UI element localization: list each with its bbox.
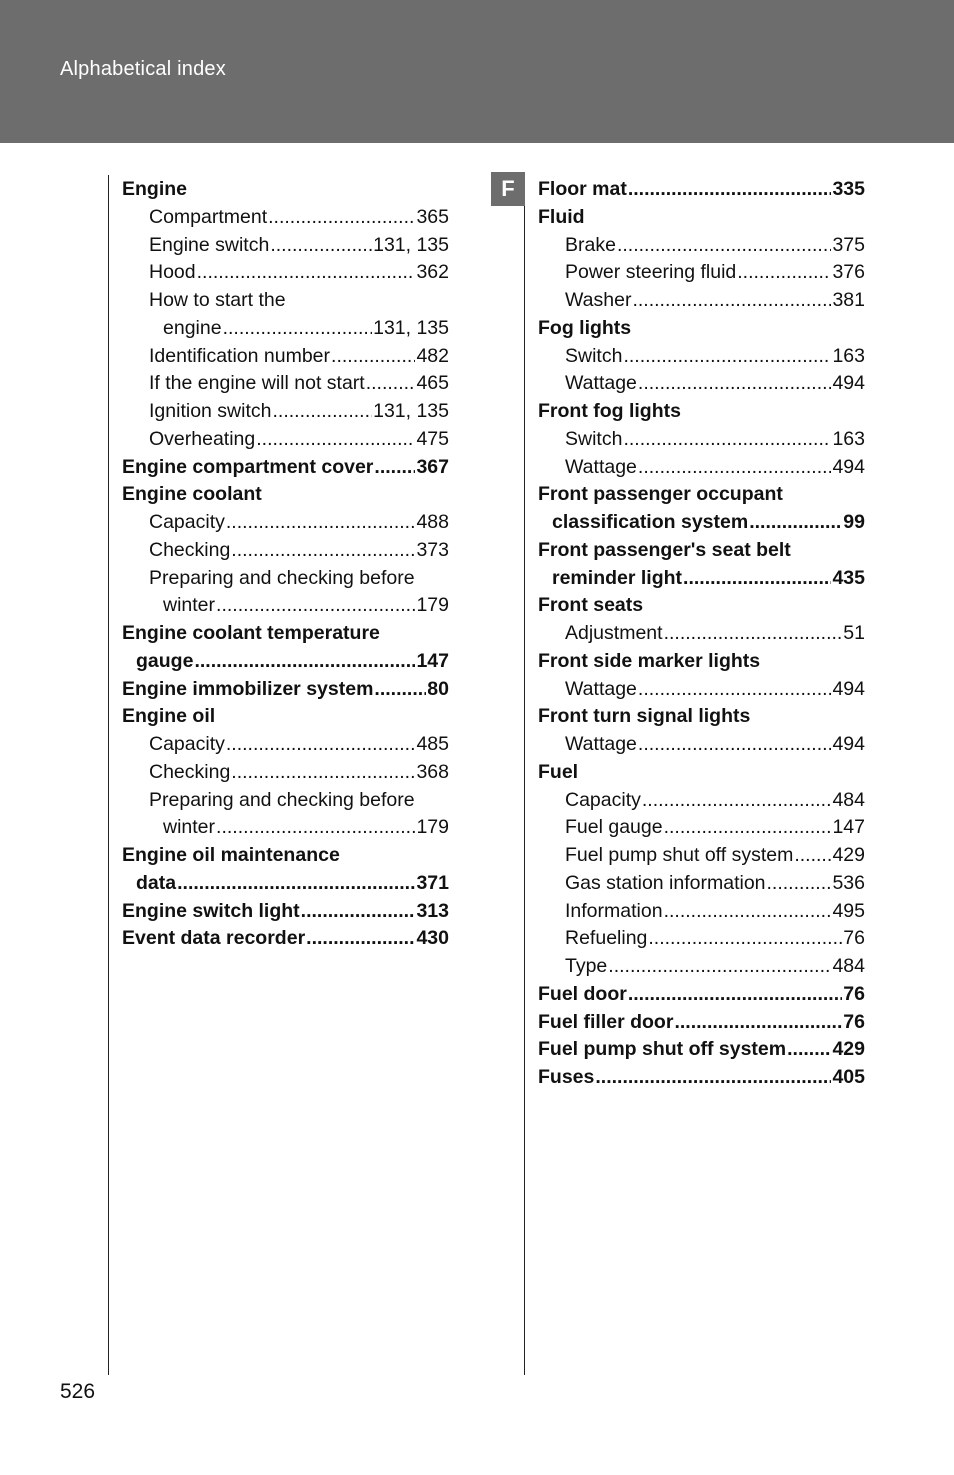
index-entry — [122, 259, 449, 287]
entry-label: Fuel pump shut off system — [565, 844, 794, 866]
index-entry — [538, 620, 865, 648]
dot-leader — [737, 259, 831, 287]
entry-label: Engine compartment cover — [122, 455, 374, 478]
entry-label: Fog lights — [538, 316, 632, 339]
dot-leader — [301, 898, 416, 926]
entry-label: Refueling — [565, 927, 648, 950]
index-entry — [122, 481, 449, 509]
dot-leader — [256, 426, 415, 454]
dot-leader — [374, 454, 415, 482]
dot-leader — [608, 953, 831, 981]
entry-page-ref: 405 — [832, 1066, 865, 1088]
dot-leader — [231, 537, 415, 565]
dot-leader — [194, 648, 415, 676]
entry-page-ref: 430 — [416, 927, 449, 950]
header-title: Alphabetical index — [60, 58, 226, 80]
entry-page-ref: 131, 135 — [373, 233, 449, 256]
index-entry — [122, 787, 449, 815]
entry-label: Engine oil maintenance — [122, 844, 340, 866]
entry-page-ref: 375 — [832, 233, 865, 256]
index-entry — [538, 1009, 865, 1037]
entry-label: engine — [163, 316, 222, 339]
entry-page-ref: 376 — [832, 261, 865, 284]
dot-leader — [749, 509, 842, 537]
page-header — [0, 0, 954, 143]
index-entry — [538, 925, 865, 953]
dot-leader — [617, 232, 832, 260]
index-entry — [122, 842, 449, 870]
entry-page-ref: 147 — [416, 649, 449, 672]
index-entry — [122, 370, 449, 398]
dot-leader — [331, 343, 415, 371]
left-column-rule — [108, 175, 109, 1375]
entry-page-ref: 76 — [843, 1010, 865, 1033]
index-entry — [122, 204, 449, 232]
entry-page-ref: 494 — [832, 677, 865, 700]
dot-leader — [306, 925, 415, 953]
index-entry — [122, 620, 449, 648]
entry-label: gauge — [136, 649, 194, 672]
index-entry — [538, 898, 865, 926]
index-entry — [538, 870, 865, 898]
entry-page-ref: 495 — [832, 899, 865, 922]
entry-label: Front fog lights — [538, 400, 681, 422]
dot-leader — [177, 870, 415, 898]
entry-page-ref: 429 — [832, 844, 865, 866]
dot-leader — [674, 1009, 842, 1037]
entry-page-ref: 373 — [416, 538, 449, 561]
dot-leader — [787, 1036, 831, 1064]
index-entry — [538, 1036, 865, 1064]
index-entry — [538, 370, 865, 398]
entry-label: Wattage — [565, 677, 637, 700]
entry-label: Engine coolant temperature — [122, 622, 380, 644]
entry-label: Engine switch light — [122, 899, 300, 922]
entry-label: Wattage — [565, 733, 637, 755]
entry-label: Fuel — [538, 760, 579, 783]
entry-page-ref: 147 — [832, 816, 865, 839]
entry-page-ref: 131, 135 — [373, 316, 449, 339]
section-letter-tab: F — [491, 172, 525, 206]
entry-label: Compartment — [149, 205, 268, 228]
index-entry — [538, 315, 865, 343]
middle-column-rule — [524, 175, 525, 1375]
index-entry — [122, 731, 449, 759]
entry-label: Engine immobilizer system — [122, 677, 374, 700]
entry-page-ref: 80 — [427, 677, 449, 700]
index-entry — [538, 232, 865, 260]
entry-label: If the engine will not start — [149, 372, 365, 395]
dot-leader — [794, 842, 831, 870]
dot-leader — [226, 509, 416, 537]
index-entry — [538, 703, 865, 731]
entry-label: reminder light — [552, 566, 683, 589]
entry-page-ref: 163 — [832, 344, 865, 367]
dot-leader — [664, 620, 843, 648]
index-entry — [122, 592, 449, 620]
entry-page-ref: 163 — [832, 427, 865, 450]
index-entry — [538, 509, 865, 537]
dot-leader — [683, 565, 831, 593]
entry-page-ref: 51 — [843, 622, 865, 644]
index-entry — [538, 454, 865, 482]
dot-leader — [270, 232, 372, 260]
entry-label: Front seats — [538, 594, 644, 617]
entry-page-ref: 76 — [843, 982, 865, 1005]
entry-label: Washer — [565, 289, 632, 311]
index-entry — [538, 981, 865, 1009]
dot-leader — [374, 676, 426, 704]
index-entry — [538, 176, 865, 204]
entry-label: Engine — [122, 178, 188, 200]
entry-label: Front side marker lights — [538, 649, 761, 672]
dot-leader — [223, 315, 373, 343]
entry-label: Gas station information — [565, 871, 766, 894]
entry-page-ref: 99 — [843, 511, 865, 533]
dot-leader — [664, 814, 832, 842]
index-column-left — [122, 176, 449, 953]
dot-leader — [623, 343, 831, 371]
index-entry — [538, 481, 865, 509]
index-entry — [122, 648, 449, 676]
entry-label: Fuses — [538, 1066, 595, 1088]
entry-page-ref: 482 — [416, 344, 449, 367]
entry-page-ref: 368 — [416, 760, 449, 783]
dot-leader — [623, 426, 831, 454]
entry-label: Preparing and checking before — [149, 566, 415, 589]
entry-page-ref: 131, 135 — [373, 400, 449, 422]
entry-page-ref: 429 — [832, 1038, 865, 1061]
index-entry — [538, 676, 865, 704]
index-entry — [538, 731, 865, 759]
entry-page-ref: 465 — [416, 372, 449, 395]
entry-label: Wattage — [565, 372, 637, 395]
index-entry — [538, 204, 865, 232]
entry-label: Front turn signal lights — [538, 705, 751, 728]
entry-label: Event data recorder — [122, 927, 306, 950]
dot-leader — [638, 454, 832, 482]
entry-page-ref: 475 — [416, 427, 449, 450]
entry-label: winter — [163, 816, 216, 839]
dot-leader — [366, 370, 416, 398]
index-entry — [538, 343, 865, 371]
index-entry — [538, 287, 865, 315]
index-entry — [122, 925, 449, 953]
entry-label: winter — [163, 594, 216, 617]
entry-page-ref: 362 — [416, 261, 449, 284]
entry-page-ref: 335 — [832, 178, 865, 200]
index-entry — [538, 953, 865, 981]
index-entry — [538, 814, 865, 842]
entry-page-ref: 179 — [416, 594, 449, 617]
entry-label: Fuel filler door — [538, 1010, 674, 1033]
entry-label: Switch — [565, 427, 623, 450]
index-entry — [122, 315, 449, 343]
entry-label: Overheating — [149, 427, 256, 450]
index-entry — [122, 232, 449, 260]
dot-leader — [767, 870, 832, 898]
entry-label: Capacity — [565, 788, 641, 811]
dot-leader — [638, 370, 832, 398]
dot-leader — [638, 731, 832, 759]
entry-label: Front passenger's seat belt — [538, 538, 791, 561]
entry-page-ref: 371 — [416, 871, 449, 894]
entry-label: data — [136, 871, 177, 894]
entry-label: Checking — [149, 538, 231, 561]
entry-label: Brake — [565, 233, 616, 256]
entry-page-ref: 494 — [832, 455, 865, 478]
entry-label: Engine oil — [122, 705, 216, 728]
dot-leader — [216, 814, 415, 842]
entry-label: Fuel door — [538, 982, 627, 1005]
index-entry — [122, 398, 449, 426]
dot-leader — [628, 981, 842, 1009]
index-entry — [122, 426, 449, 454]
dot-leader — [642, 787, 832, 815]
entry-label: Power steering fluid — [565, 261, 737, 284]
index-entry — [538, 537, 865, 565]
entry-label: Engine coolant — [122, 483, 262, 506]
entry-page-ref: 179 — [416, 816, 449, 839]
index-entry — [538, 592, 865, 620]
index-entry — [538, 648, 865, 676]
dot-leader — [268, 204, 415, 232]
entry-label: Checking — [149, 760, 231, 783]
entry-label: Capacity — [149, 511, 225, 533]
dot-leader — [648, 925, 842, 953]
entry-page-ref: 76 — [843, 927, 865, 950]
index-entry — [122, 454, 449, 482]
index-entry — [538, 842, 865, 870]
index-entry — [122, 814, 449, 842]
entry-label: classification system — [552, 511, 749, 533]
index-entry — [122, 287, 449, 315]
dot-leader — [272, 398, 372, 426]
index-entry — [122, 759, 449, 787]
index-entry — [538, 259, 865, 287]
entry-label: Hood — [149, 261, 196, 284]
entry-label: Capacity — [149, 733, 225, 755]
entry-page-ref: 313 — [416, 899, 449, 922]
entry-label: Information — [565, 899, 663, 922]
index-entry — [122, 176, 449, 204]
dot-leader — [638, 676, 832, 704]
entry-label: Wattage — [565, 455, 637, 478]
entry-page-ref: 494 — [832, 733, 865, 755]
entry-label: Switch — [565, 344, 623, 367]
index-entry — [538, 398, 865, 426]
dot-leader — [231, 759, 415, 787]
dot-leader — [595, 1064, 831, 1092]
entry-page-ref: 435 — [832, 566, 865, 589]
entry-label: Type — [565, 955, 608, 977]
index-entry — [538, 1064, 865, 1092]
entry-page-ref: 365 — [416, 205, 449, 228]
index-column-right — [538, 176, 865, 1092]
index-entry — [122, 898, 449, 926]
index-entry — [122, 537, 449, 565]
dot-leader — [216, 592, 415, 620]
index-entry — [122, 343, 449, 371]
entry-page-ref: 484 — [832, 955, 865, 977]
entry-label: Floor mat — [538, 178, 627, 200]
index-entry — [538, 759, 865, 787]
page-number: 526 — [60, 1380, 96, 1403]
entry-label: Identification number — [149, 344, 331, 367]
entry-page-ref: 485 — [416, 733, 449, 755]
index-entry — [122, 870, 449, 898]
entry-label: Ignition switch — [149, 400, 272, 422]
index-entry — [122, 565, 449, 593]
entry-label: Preparing and checking before — [149, 788, 415, 811]
entry-page-ref: 494 — [832, 372, 865, 395]
entry-label: Front passenger occupant — [538, 483, 783, 506]
dot-leader — [632, 287, 831, 315]
entry-label: Fuel pump shut off system — [538, 1038, 787, 1061]
entry-page-ref: 536 — [832, 871, 865, 894]
entry-page-ref: 381 — [832, 289, 865, 311]
dot-leader — [628, 176, 832, 204]
index-entry — [122, 676, 449, 704]
dot-leader — [197, 259, 416, 287]
index-entry — [122, 509, 449, 537]
dot-leader — [664, 898, 832, 926]
index-entry — [538, 787, 865, 815]
entry-label: Engine switch — [149, 233, 270, 256]
dot-leader — [226, 731, 416, 759]
entry-label: Fuel gauge — [565, 816, 663, 839]
entry-page-ref: 488 — [416, 511, 449, 533]
entry-label: How to start the — [149, 289, 286, 311]
index-entry — [122, 703, 449, 731]
entry-label: Adjustment — [565, 622, 663, 644]
entry-page-ref: 367 — [416, 455, 449, 478]
index-entry — [538, 565, 865, 593]
index-entry — [538, 426, 865, 454]
entry-page-ref: 484 — [832, 788, 865, 811]
entry-label: Fluid — [538, 205, 585, 228]
